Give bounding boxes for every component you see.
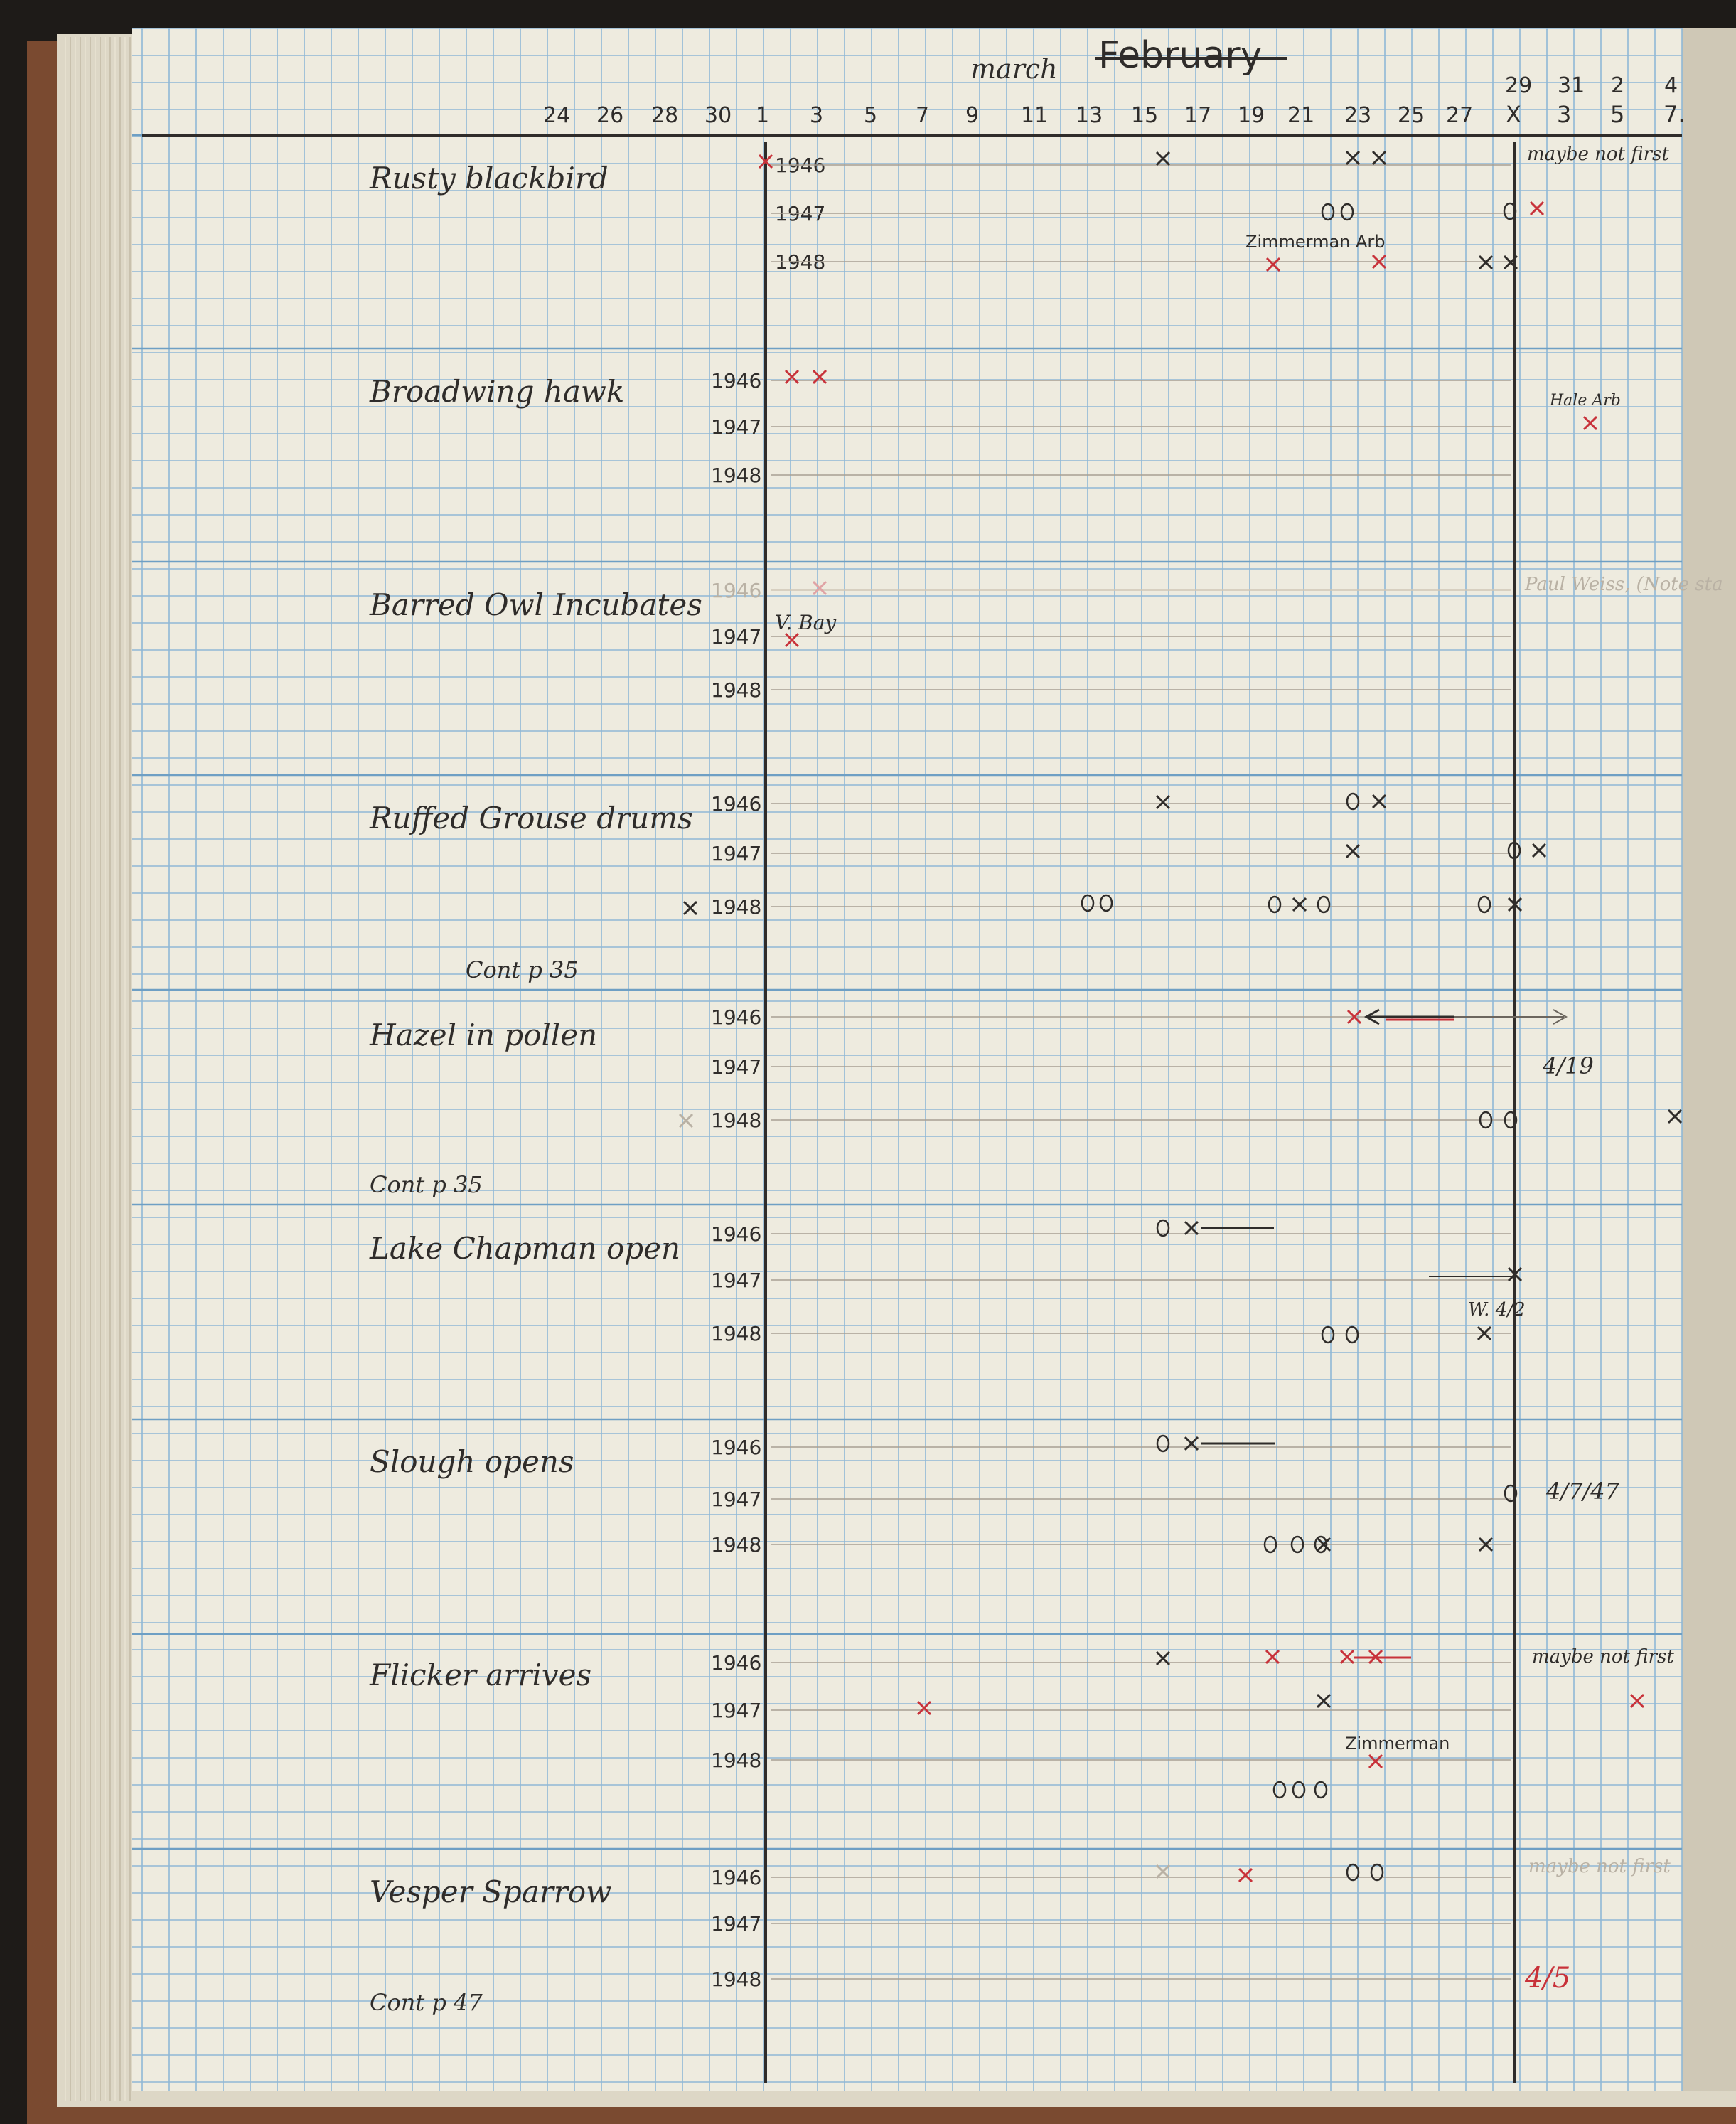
annotation-note: Paul Weiss, (Note sta xyxy=(1525,574,1723,595)
continued-note: Cont p 35 xyxy=(466,956,579,983)
entry-year: 1946 xyxy=(775,154,826,177)
entry-year: 1947 xyxy=(775,202,826,225)
day-tick-label: 29 xyxy=(1505,73,1533,98)
entry-name: Barred Owl Incubates xyxy=(370,587,702,622)
day-tick-label: 1 xyxy=(756,103,770,128)
annotation-note: maybe not first xyxy=(1528,1856,1671,1877)
entry-year: 1946 xyxy=(711,369,762,393)
entry-year: 1948 xyxy=(711,464,762,487)
entry-year: 1946 xyxy=(711,792,762,816)
right-page-edge xyxy=(1682,28,1736,2091)
day-tick-label: 28 xyxy=(651,103,679,128)
annotation-note: W. 4/2 xyxy=(1468,1299,1526,1320)
month-crossed: February xyxy=(1098,34,1263,77)
entry-year: 1946 xyxy=(711,1436,762,1459)
entry-year: 1948 xyxy=(711,895,762,919)
entry-year: 1947 xyxy=(711,415,762,439)
entry-name: Slough opens xyxy=(370,1444,574,1479)
entry-name: Ruffed Grouse drums xyxy=(370,801,693,836)
entry-year: 1947 xyxy=(711,1488,762,1511)
entry-year: 1948 xyxy=(775,250,826,274)
annotation-note: Zimmerman Arb xyxy=(1245,232,1386,252)
continued-note: Cont p 47 xyxy=(370,1989,483,2016)
entry-year: 1948 xyxy=(711,1749,762,1772)
entry-year: 1947 xyxy=(711,625,762,649)
entry-name: Flicker arrives xyxy=(370,1658,592,1692)
day-tick-label: 9 xyxy=(965,103,980,128)
entry-year: 1947 xyxy=(711,1699,762,1722)
entry-year: 1947 xyxy=(711,842,762,865)
month-written: march xyxy=(970,53,1058,85)
entry-name: Hazel in pollen xyxy=(370,1018,598,1052)
day-tick-label: 21 xyxy=(1287,103,1315,128)
annotation-note: V. Bay xyxy=(775,611,837,634)
day-tick-label: 25 xyxy=(1398,103,1425,128)
day-tick-label: 24 xyxy=(543,103,571,128)
entry-year: 1947 xyxy=(711,1269,762,1292)
entry-name: Lake Chapman open xyxy=(370,1231,681,1266)
annotation-note: maybe not first xyxy=(1532,1646,1674,1667)
day-tick-label: 31 xyxy=(1558,73,1585,98)
paper xyxy=(132,28,1682,2091)
day-tick-label: 5 xyxy=(864,103,878,128)
entry-year: 1947 xyxy=(711,1912,762,1936)
day-tick-label: 30 xyxy=(704,103,732,128)
day-tick-label: 2 xyxy=(1611,73,1625,98)
entry-year: 1948 xyxy=(711,678,762,702)
day-tick-label-second-row: X xyxy=(1506,101,1521,128)
annotation-note: maybe not first xyxy=(1527,144,1669,165)
day-tick-label: 11 xyxy=(1021,103,1049,128)
entry-year: 1948 xyxy=(711,1322,762,1345)
day-tick-label: 19 xyxy=(1238,103,1265,128)
entry-year: 1947 xyxy=(711,1055,762,1079)
day-tick-label: 27 xyxy=(1446,103,1474,128)
entry-year: 1946 xyxy=(711,1222,762,1246)
annotation-note: 4/19 xyxy=(1543,1052,1594,1079)
day-tick-label: 15 xyxy=(1131,103,1159,128)
entry-year: 1946 xyxy=(711,1866,762,1889)
day-tick-label: 7 xyxy=(916,103,930,128)
entry-name: Broadwing hawk xyxy=(370,374,625,409)
day-tick-label: 3 xyxy=(810,103,824,128)
entry-name: Rusty blackbird xyxy=(370,161,609,196)
day-tick-label: 26 xyxy=(596,103,624,128)
entry-year: 1946 xyxy=(711,1005,762,1029)
annotation-note: Hale Arb xyxy=(1550,392,1621,410)
day-tick-label: 17 xyxy=(1184,103,1212,128)
entry-name: Vesper Sparrow xyxy=(370,1874,612,1909)
entry-year: 1948 xyxy=(711,1533,762,1557)
annotation-note: Zimmerman xyxy=(1345,1734,1450,1754)
entry-year: 1948 xyxy=(711,1968,762,1991)
entry-year: 1948 xyxy=(711,1109,762,1132)
entry-year: 1946 xyxy=(711,579,762,602)
annotation-note: 4/7/47 xyxy=(1546,1478,1619,1505)
day-tick-label-second-row: 3 xyxy=(1557,101,1572,128)
day-tick-label-second-row: 5 xyxy=(1610,101,1625,128)
day-tick-label: 23 xyxy=(1344,103,1372,128)
continued-note: Cont p 35 xyxy=(370,1171,483,1198)
day-tick-label: 4 xyxy=(1664,73,1678,98)
annotation-note: 4/5 xyxy=(1525,1962,1571,1995)
day-tick-label: 13 xyxy=(1076,103,1103,128)
entry-year: 1946 xyxy=(711,1651,762,1675)
day-tick-label-second-row: 7. xyxy=(1663,101,1686,128)
